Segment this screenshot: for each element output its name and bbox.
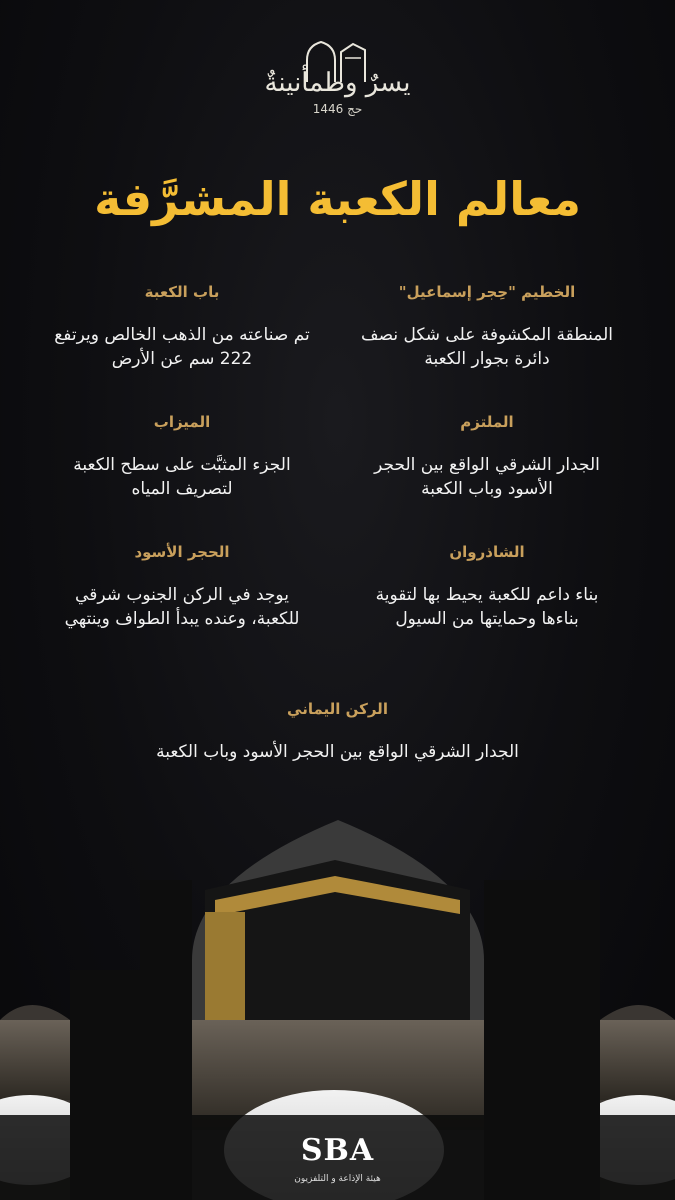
landmark-text: الجدار الشرقي الواقع بين الحجر الأسود وباب الكعبة (374, 455, 600, 499)
landmark-title: الميزاب (153, 413, 211, 431)
logo-script: يسرٌ وطمأنينةٌ (264, 68, 411, 98)
landmark-title: الملتزم (460, 413, 514, 431)
landmark-mizab (52, 413, 312, 501)
landmark-title: الشاذروان (449, 543, 525, 561)
landmark-title: باب الكعبة (144, 283, 220, 301)
landmark-text: يوجد في الركن الجنوب شرقي للكعبة، وعنده يبدأ الطواف وينتهي (64, 585, 300, 629)
page-title: معالم الكعبة المشرَّفة (94, 172, 581, 226)
landmark-black-stone (52, 543, 312, 631)
landmark-text: الجدار الشرقي الواقع بين الحجر الأسود وباب الكعبة (156, 742, 519, 762)
sba-subtitle: هيئة الإذاعة و التلفزيون (294, 1174, 381, 1184)
landmark-text: تم صناعته من الذهب الخالص ويرتفع 222 سم عن الأرض (54, 325, 310, 369)
landmark-title: الخطيم "حِجر إسماعيل" (398, 283, 576, 301)
crowd-left (0, 1020, 70, 1100)
logo-subtitle: حج 1446 (312, 102, 363, 116)
kaaba-door (205, 912, 245, 1032)
landmark-title: الركن اليماني (287, 700, 388, 718)
landmark-text: بناء داعم للكعبة يحيط بها لتقوية بناءها وحمايتها من السيول (375, 585, 599, 629)
landmark-yemeni-corner (0, 700, 675, 762)
landmark-shadharwan (357, 543, 617, 631)
landmark-text: الجزء المثبَّت على سطح الكعبة لتصريف المياه (73, 455, 291, 499)
sba-logo: SBA (300, 1133, 375, 1168)
landmark-text: المنطقة المكشوفة على شكل نصف دائرة بجوار الكعبة (361, 325, 613, 369)
hajj-logo (0, 38, 675, 116)
landmark-title: الحجر الأسود (134, 543, 230, 561)
crowd-right (600, 1020, 675, 1100)
landmark-multazam (357, 413, 617, 501)
landmark-kaaba-door (52, 283, 312, 371)
landmark-hateem (357, 283, 617, 371)
